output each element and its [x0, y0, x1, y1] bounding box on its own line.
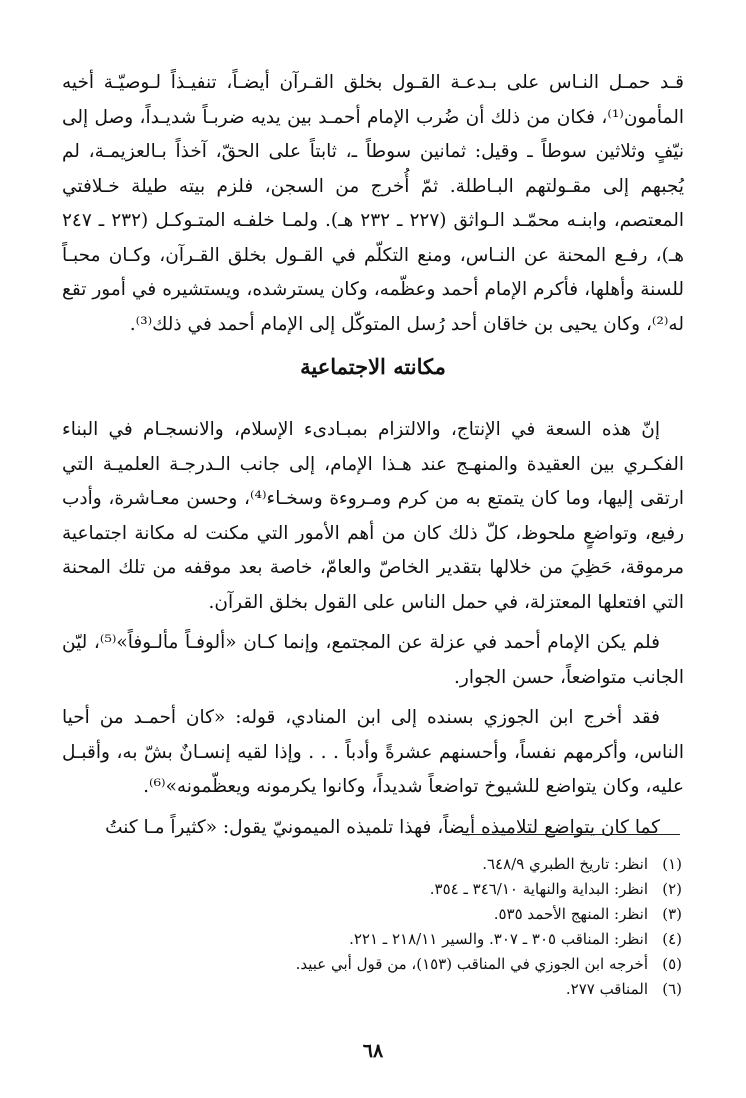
paragraph-4: كما كان يتواضع لتلاميذه أيضاً، فهذا تلميذه الميمونيّ يقول: «كثيراً مـا كنتُ: [105, 816, 660, 838]
footnote-text: أخرجه ابن الجوزي في المناقب (١٥٣)، من قول أبي عبيد.: [295, 955, 648, 973]
footnote-number: (٥): [662, 955, 682, 973]
section-heading: مكانته الاجتماعية: [300, 354, 446, 379]
footnote: [122, 877, 682, 902]
footnote: [122, 977, 682, 1002]
paragraph-2: فلم يكن الإمام أحمد في عزلة عن المجتمع، وإنما كـان «ألوفـاً مألـوفاً»⁽⁵⁾، ليّن الجانب متواضعاً، حسن الجوار.: [62, 632, 684, 688]
footnote-number: (٦): [662, 980, 682, 998]
footnote-number: (٣): [662, 905, 682, 923]
footnote-text: المناقب ٢٧٧.: [565, 980, 648, 998]
footnote-divider: [462, 834, 680, 835]
footnote-number: (٢): [662, 880, 682, 898]
footnotes: [122, 852, 682, 1002]
footnote-number: (١): [662, 855, 682, 873]
footnote-text: انظر: المناقب ٣٠٥ ـ ٣٠٧. والسير ٢١٨/١١ ـ ٢٢١.: [349, 930, 648, 948]
footnote-number: (٤): [662, 930, 682, 948]
paragraph-1: إنّ هذه السعة في الإنتاج، والالتزام بمبـادىء الإسلام، والانسجـام في البناء الفكـري بين العقيدة والمنهـج عند هـذا الإمام، إلى جانب الـدرجـة العلميـة التي ارتقى إليها، وما كان يتمتع به من كرم ومـروءة وسخـاء⁽⁴⁾، وحسن معـاشرة، وأدب رفيع، وتواضعٍ ملحوظ، كلّ ذلك كان من أهم الأمور التي مكنت له مكانة اجتماعية مرموقة، حَظِيَ من خلالها بتقدير الخاصّ والعامّ، خاصة بعد موقفه من تلك المحنة التي افتعلها المعتزلة، في حمل الناس على القول بخلق القرآن.: [62, 419, 684, 613]
footnote: [122, 952, 682, 977]
body-text-section: [62, 413, 684, 845]
footnote: [122, 927, 682, 952]
footnote-text: انظر: تاريخ الطبري ٦٤٨/٩.: [482, 855, 648, 873]
paragraph-3: فقد أخرج ابن الجوزي بسنده إلى ابن المنادي، قوله: «كان أحمـد من أحيا الناس، وأكرمهم نفساً، وأحسنهم عشرةً وأدباً . . . وإذا لقيه إنسـانٌ بشّ به، وأقبـل عليه، وكان يتواضع للشيوخ تواضعاً شديداً، وكانوا يكرمونه ويعظّمونه»⁽⁶⁾.: [62, 707, 684, 797]
footnote-text: انظر: المنهج الأحمد ٥٣٥.: [493, 905, 648, 923]
body-text-top: [62, 66, 684, 342]
page-number: ٦٨: [362, 1040, 384, 1062]
footnote-text: انظر: البداية والنهاية ٣٤٦/١٠ ـ ٣٥٤.: [429, 880, 648, 898]
footnote: [122, 902, 682, 927]
paragraph-continuation: قـد حمـل النـاس على بـدعـة القـول بخلق القـرآن أيضـاً، تنفيـذاً لـوصيّـة أخيه المأمون⁽¹⁾، فكان من ذلك أن ضُرب الإمام أحمـد بين يديه ضربـاً شديـداً، وصل إلى نيّفٍ وثلاثين سوطاً ـ وقيل: ثمانين سوطاً ـ، ثابتاً على الحقّ، آخذاً بـالعزيمـة، لم يُجبهم إلى مقـولتهم البـاطلة. ثمّ أُخرج من السجن، فلزم بيته طيلة خـلافتي المعتصم، وابنـه محمّـد الـواثق (٢٢٧ ـ ٢٣٢ هـ). ولمـا خلفـه المتـوكـل (٢٣٢ ـ ٢٤٧ هـ)، رفـع المحنة عن النـاس، ومنع التكلّم في القـول بخلق القـرآن، وكـان محبـاً للسنة وأهلها، فأكرم الإمام أحمد وعظّمه، وكان يسترشده، ويستشيره في أمور تقع له⁽²⁾، وكان يحيى بن خاقان أحد رُسل المتوكّل إلى الإمام أحمد في ذلك⁽³⁾.: [62, 72, 685, 335]
footnote: [122, 852, 682, 877]
